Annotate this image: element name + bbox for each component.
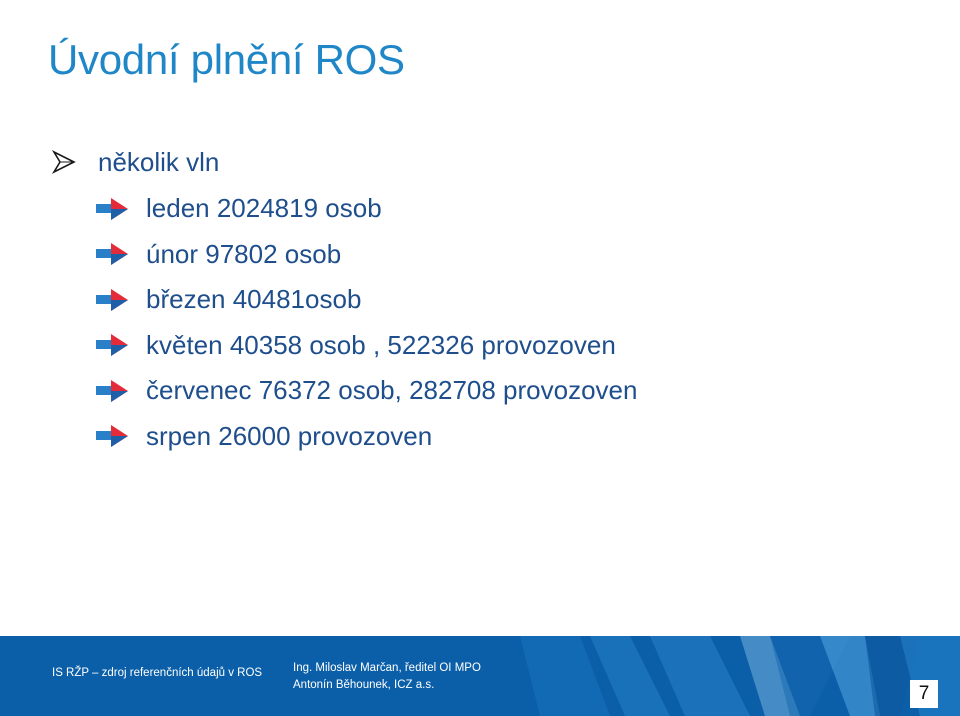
list-item-text: srpen 26000 provozoven (146, 420, 433, 451)
arrow-right-icon (96, 334, 128, 356)
sub-bullet-list (96, 186, 637, 459)
list-item-text: březen 40481osob (146, 284, 362, 315)
slide-title: Úvodní plnění ROS (48, 36, 405, 83)
footer-author-line2: Antonín Běhounek, ICZ a.s. (293, 679, 435, 691)
list-item (96, 323, 637, 369)
list-item (96, 277, 637, 323)
list-item (96, 368, 637, 414)
footer-decoration (520, 636, 960, 716)
main-bullet-text: několik vln (98, 146, 220, 177)
footer-author-line1: Ing. Miloslav Marčan, ředitel OI MPO (293, 662, 481, 674)
list-item (96, 232, 637, 278)
chevron-right-icon (52, 150, 76, 174)
footer-left-text: IS RŽP – zdroj referenčních údajů v ROS (52, 667, 263, 679)
list-item (96, 414, 637, 460)
arrow-right-icon (96, 198, 128, 220)
arrow-right-icon (96, 243, 128, 265)
list-item-text: květen 40358 osob , 522326 provozoven (146, 329, 616, 360)
footer-author (293, 660, 481, 694)
list-item-text: červenec 76372 osob, 282708 provozoven (146, 375, 638, 406)
arrow-right-icon (96, 425, 128, 447)
list-item-text: únor 97802 osob (146, 238, 342, 269)
page-number: 7 (910, 680, 938, 708)
slide-footer (0, 636, 960, 716)
list-item (96, 186, 637, 232)
main-bullet (52, 140, 219, 184)
arrow-right-icon (96, 380, 128, 402)
list-item-text: leden 2024819 osob (146, 193, 382, 224)
arrow-right-icon (96, 289, 128, 311)
